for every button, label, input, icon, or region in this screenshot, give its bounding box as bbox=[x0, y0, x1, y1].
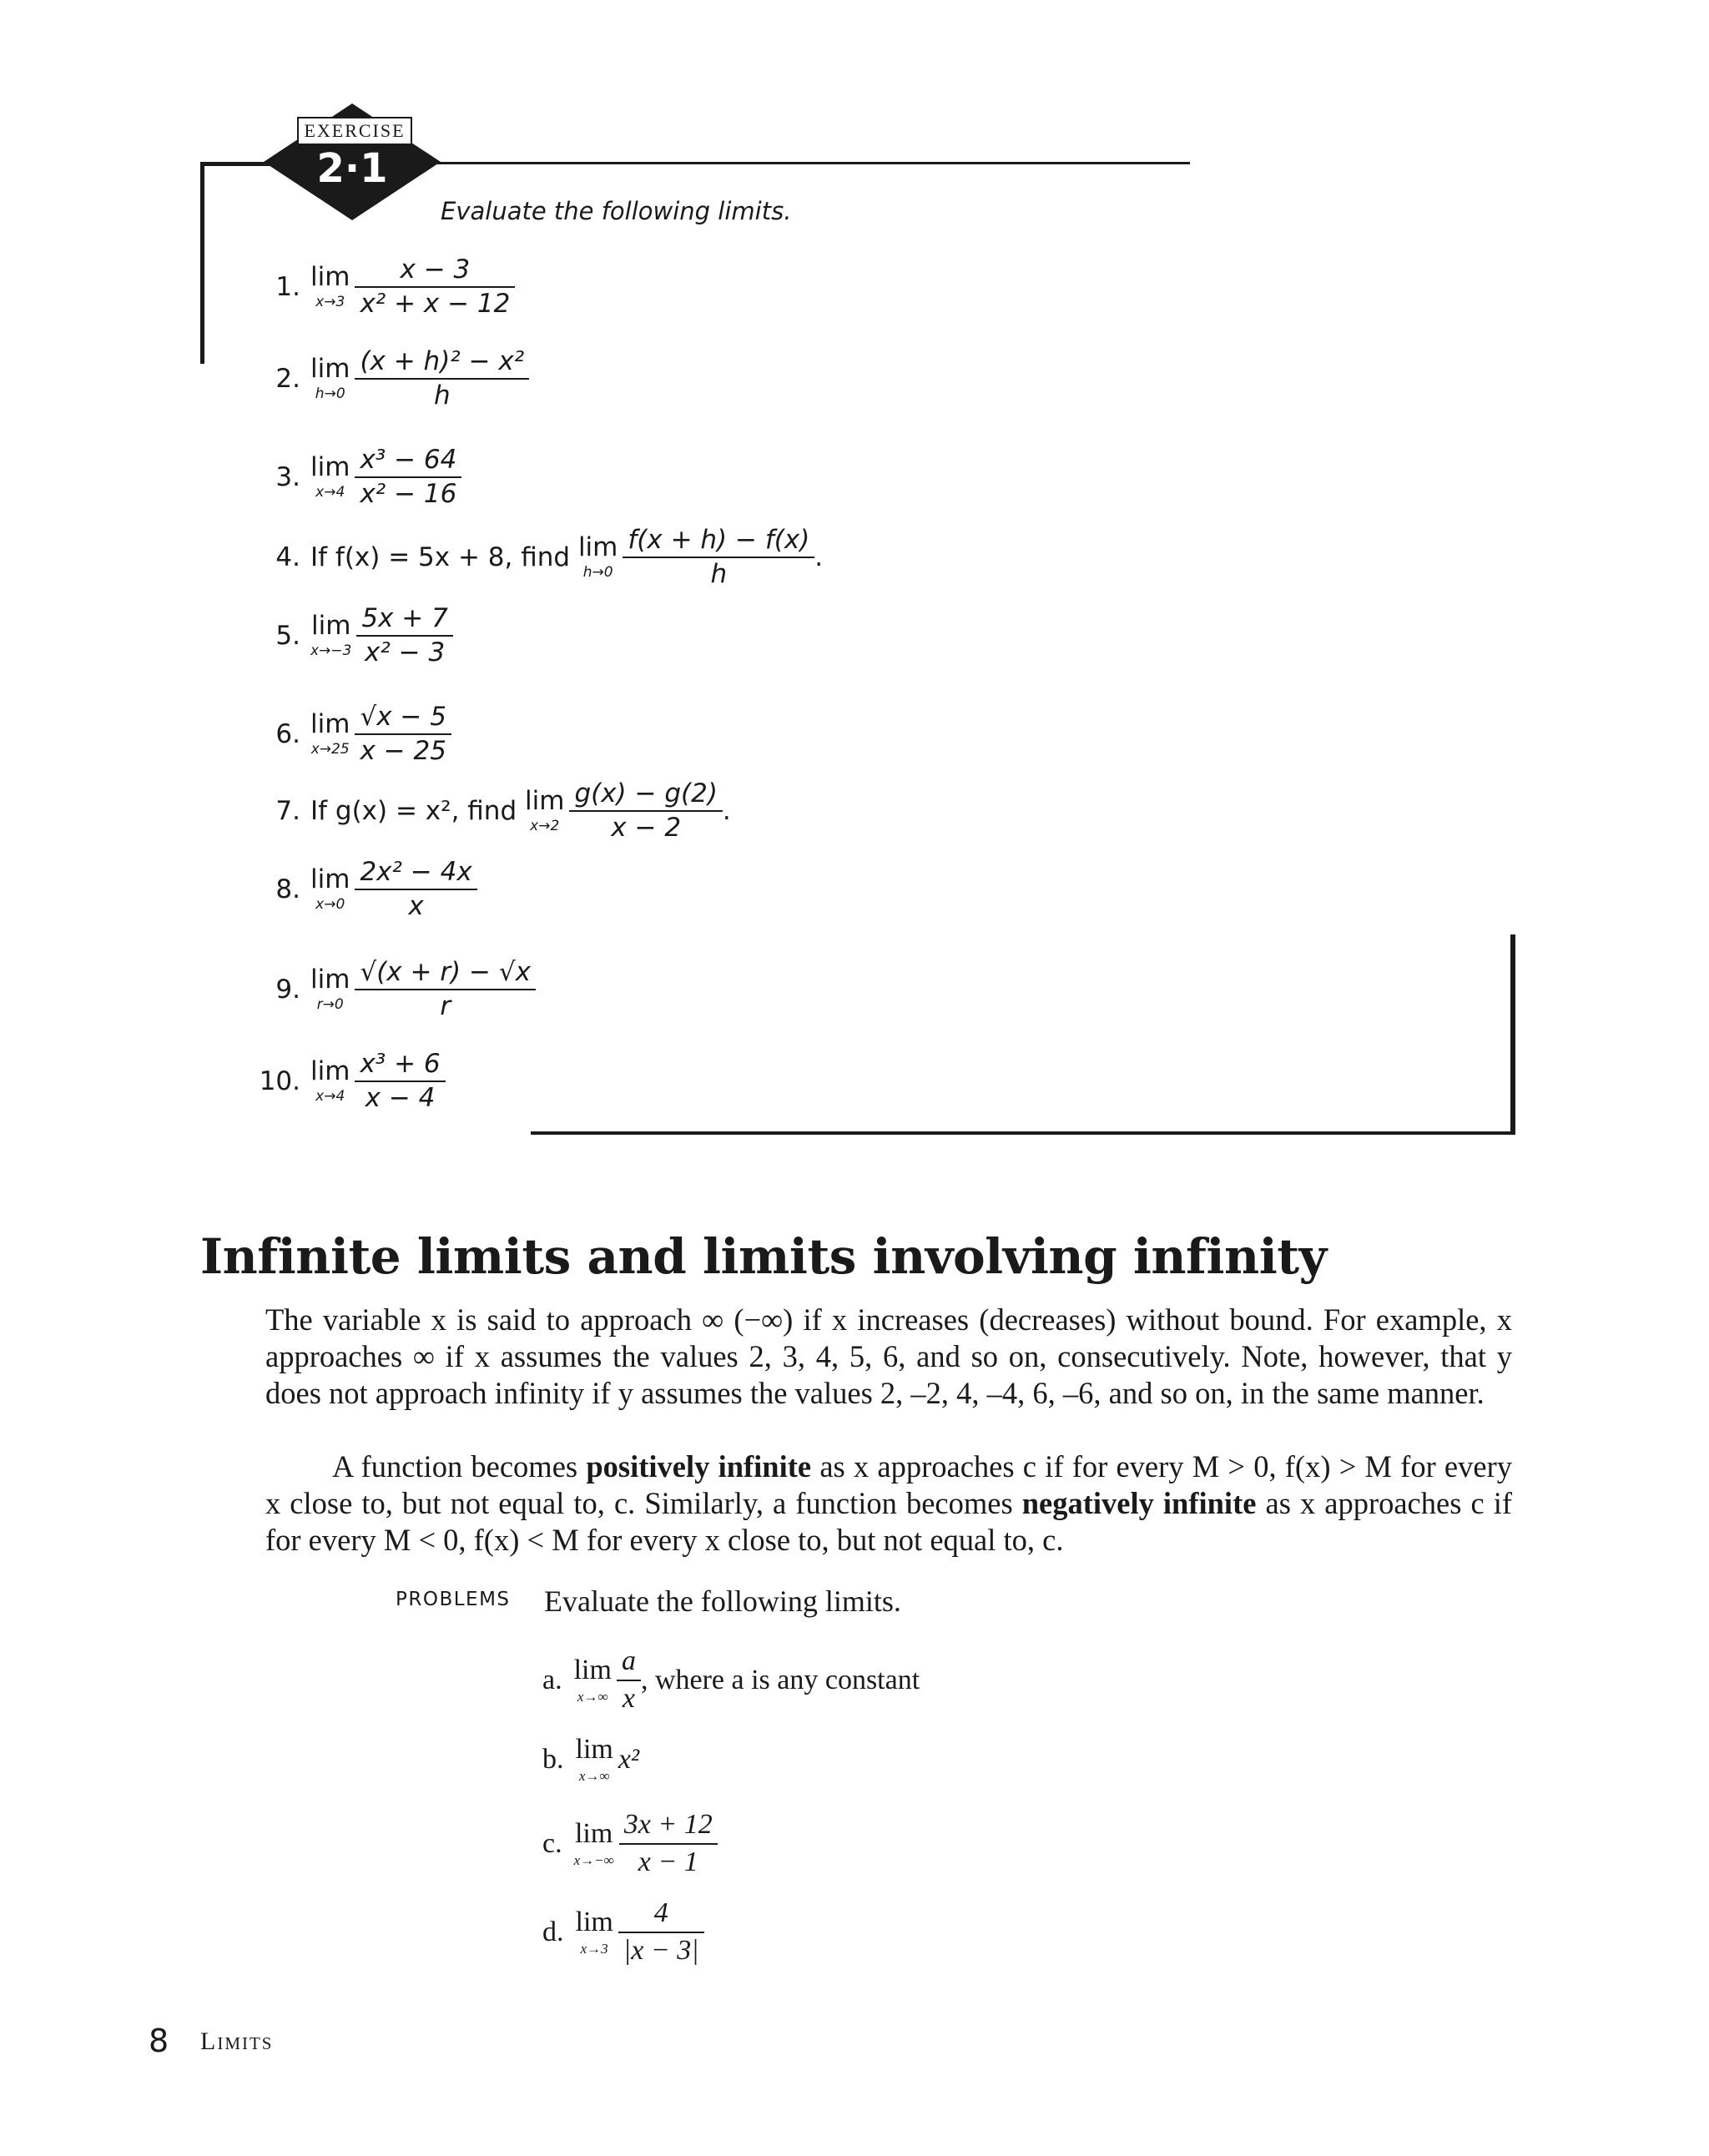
exercise-item-3 bbox=[250, 444, 461, 511]
problem-d bbox=[542, 1896, 704, 1968]
fraction: $\frac{g(x) - g(2)}{x - 2}$ bbox=[569, 778, 722, 844]
fraction: $\frac{\text{2x² − 4x}}{x}$ bbox=[355, 856, 476, 923]
item-number: 9. bbox=[275, 974, 300, 1005]
chapter-label: Limits bbox=[200, 2028, 274, 2055]
fraction: $\frac{\text{(x + h)² − x²}}{h}$ bbox=[355, 345, 529, 412]
lim-operator: lim x→4 bbox=[310, 1055, 350, 1105]
problems-label: PROBLEMS bbox=[396, 1589, 511, 1610]
item-prefix: If g(x) = x², find bbox=[310, 795, 525, 826]
lim-operator: lim x→−3 bbox=[310, 610, 352, 659]
lim-operator: lim r→0 bbox=[310, 964, 350, 1013]
item-number: 1. bbox=[275, 271, 300, 302]
lim-operator: lim x→2 bbox=[525, 785, 565, 834]
item-number: 5. bbox=[275, 620, 300, 651]
exercise-instructions: Evaluate the following limits. bbox=[441, 197, 792, 225]
item-prefix: If f(x) = 5x + 8, find bbox=[310, 542, 578, 572]
problem-label: c. bbox=[542, 1827, 562, 1859]
exercise-number: 2·1 bbox=[316, 145, 388, 192]
lim-operator: lim x→3 bbox=[310, 261, 350, 310]
fraction: $\frac{x - 3}{\text{x² + x − 12}}$ bbox=[355, 254, 515, 320]
term-negatively-infinite: negatively infinite bbox=[1021, 1486, 1257, 1520]
item-number: 2. bbox=[275, 363, 300, 394]
exercise-item-9 bbox=[250, 956, 536, 1023]
frame-top-rule bbox=[434, 162, 1190, 164]
problem-c bbox=[542, 1807, 718, 1880]
fraction: $\frac{√(x + r) - √x}{r}$ bbox=[355, 956, 536, 1023]
term-positively-infinite: positively infinite bbox=[586, 1449, 812, 1484]
problem-expression: x² bbox=[618, 1743, 640, 1775]
lim-operator: lim h→0 bbox=[310, 353, 350, 402]
lim-operator: lim x→25 bbox=[310, 708, 350, 758]
fraction: $\frac{3x + 12}{x - 1}$ bbox=[619, 1807, 718, 1880]
problem-label: b. bbox=[542, 1743, 564, 1775]
problem-label: a. bbox=[542, 1664, 562, 1695]
fraction: $\frac{√x - 5}{x - 25}$ bbox=[355, 701, 451, 768]
item-suffix: . bbox=[814, 542, 824, 572]
frame-bottom-rule bbox=[531, 1131, 1515, 1135]
item-number: 7. bbox=[275, 795, 300, 826]
lim-operator: lim x→0 bbox=[310, 864, 350, 913]
paragraph-1: The variable x is said to approach ∞ (−∞) if x increases (decreases) without bound. For example, x approaches ∞ if x assumes the values 2, 3, 4, 5, 6, and so on, consecutively. Note, however, that y does not approach infinity if y assumes the values 2, –2, 4, –4, 6, –6, and so on, in the same manner. bbox=[265, 1302, 1512, 1410]
section-heading: Infinite limits and limits involving infinity bbox=[200, 1228, 1327, 1285]
lim-operator: lim x→4 bbox=[310, 451, 350, 501]
exercise-item-10 bbox=[250, 1048, 446, 1115]
item-number: 10. bbox=[259, 1065, 300, 1096]
item-suffix: . bbox=[722, 795, 731, 826]
fraction: $\frac{4}{|x - 3|}$ bbox=[618, 1896, 704, 1968]
lim-operator: lim h→0 bbox=[577, 531, 618, 581]
exercise-label: EXERCISE bbox=[297, 117, 412, 145]
fraction: $\frac{\text{x³ + 6}}{x - 4}$ bbox=[355, 1048, 445, 1115]
page-number: 8 bbox=[149, 2023, 169, 2059]
exercise-item-1 bbox=[250, 254, 515, 320]
frame-left-rule bbox=[200, 162, 204, 364]
problem-label: d. bbox=[542, 1916, 564, 1947]
fraction: $\frac{f(x + h) - f(x)}{h}$ bbox=[623, 524, 814, 591]
problem-b bbox=[542, 1735, 639, 1783]
exercise-item-4 bbox=[250, 524, 823, 591]
exercise-item-5 bbox=[250, 602, 453, 669]
lim-operator: lim x→−∞ bbox=[573, 1818, 614, 1868]
exercise-item-8 bbox=[250, 856, 477, 923]
lim-operator: lim x→∞ bbox=[575, 1734, 613, 1784]
frame-right-rule bbox=[1510, 934, 1515, 1135]
item-number: 6. bbox=[275, 718, 300, 749]
fraction: $\frac{\text{x³ − 64}}{\text{x² − 16}}$ bbox=[355, 444, 461, 511]
item-number: 3. bbox=[275, 461, 300, 492]
paragraph-2: A function becomes positively infinite as x approaches c if for every M > 0, f(x) > M for every x close to, but not equal to, c. Similarly, a function becomes negatively infinite as x approaches c if for every M < 0, f(x) < M for every x close to, but not equal to, c. bbox=[265, 1449, 1513, 1557]
exercise-item-7 bbox=[250, 778, 731, 844]
fraction: $\frac{5x + 7}{\text{x² − 3}}$ bbox=[356, 602, 452, 669]
problem-suffix: , where a is any constant bbox=[640, 1664, 920, 1695]
lim-operator: lim x→∞ bbox=[573, 1655, 612, 1705]
fraction: $\frac{a}{x}$ bbox=[617, 1644, 641, 1716]
item-number: 8. bbox=[275, 874, 300, 904]
lim-operator: lim x→3 bbox=[575, 1907, 613, 1957]
item-number: 4. bbox=[275, 542, 300, 572]
problems-instructions: Evaluate the following limits. bbox=[544, 1584, 901, 1618]
exercise-item-6 bbox=[250, 701, 451, 768]
problem-a bbox=[542, 1644, 920, 1716]
exercise-item-2 bbox=[250, 345, 529, 412]
